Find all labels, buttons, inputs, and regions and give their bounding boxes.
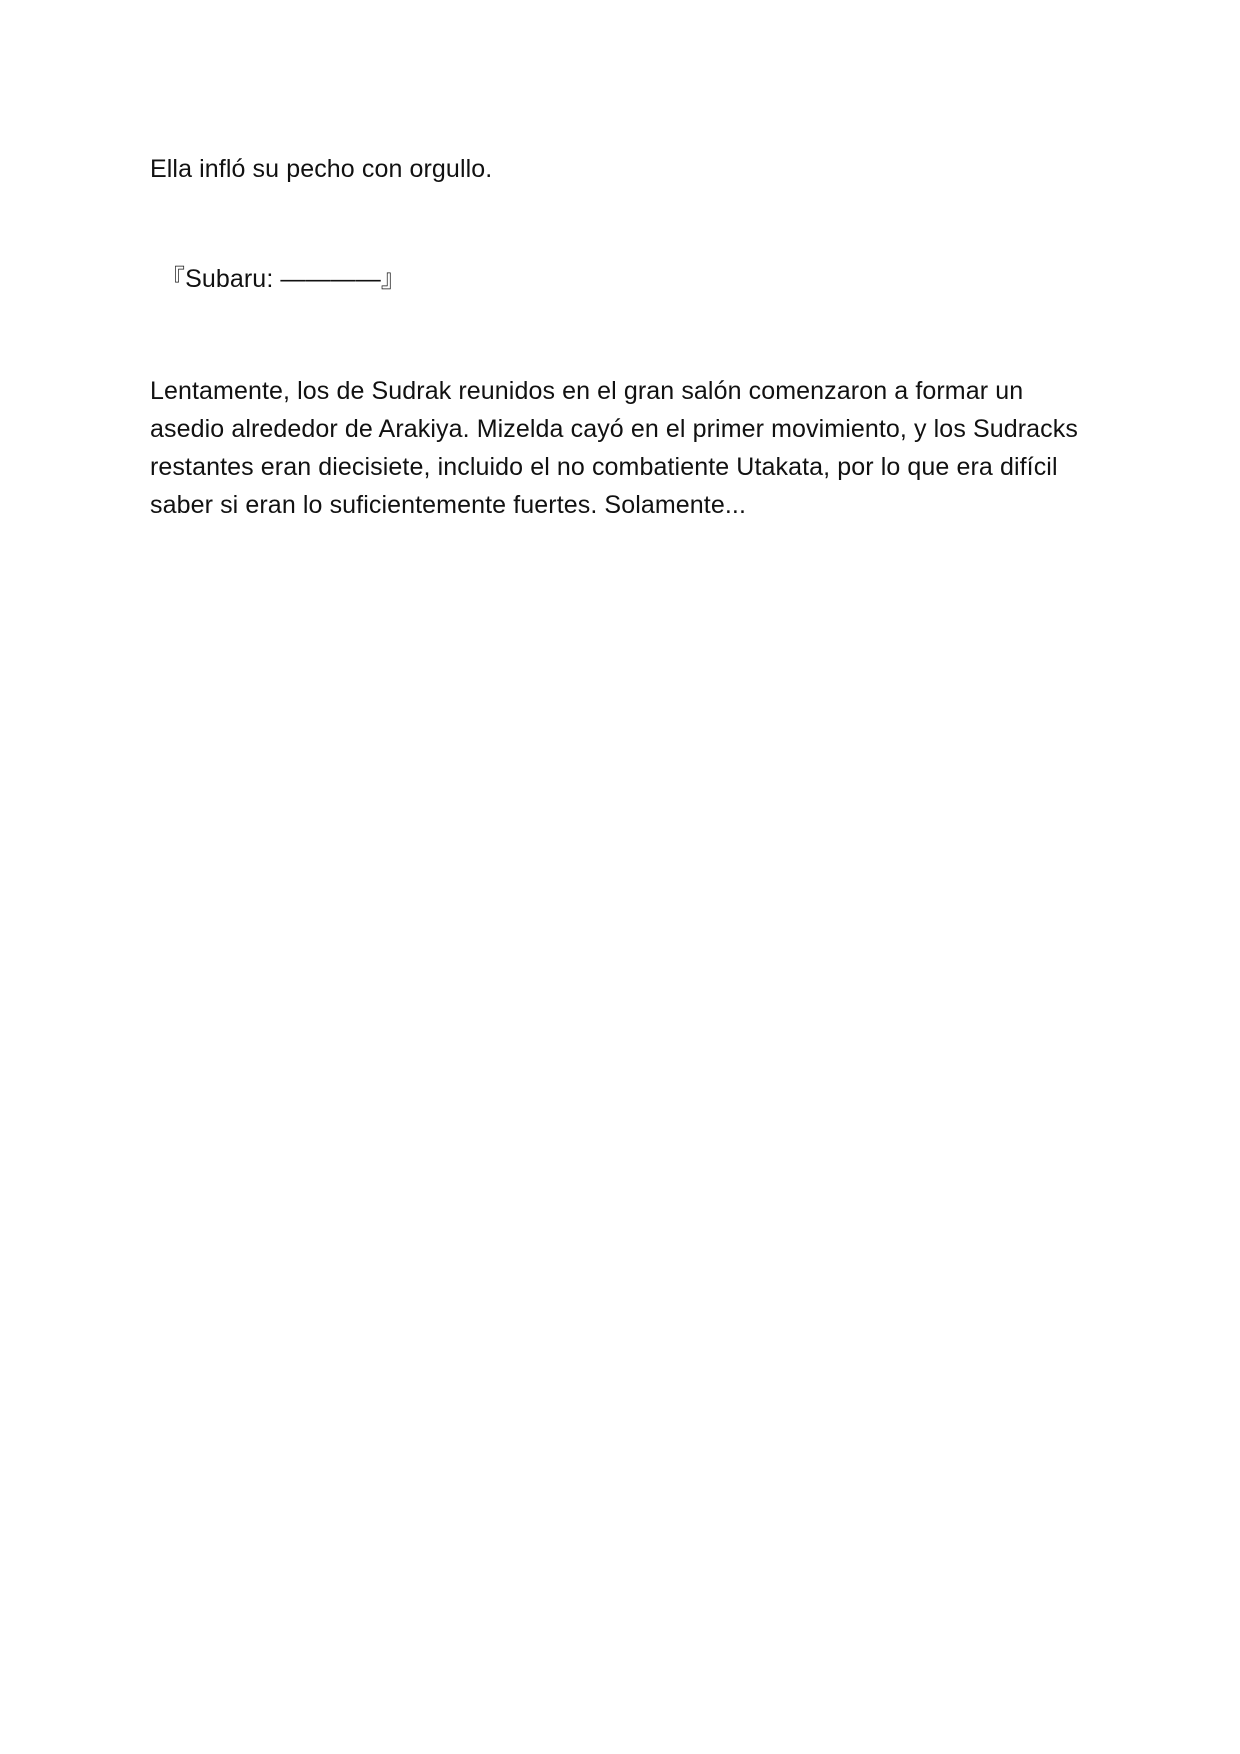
paragraph-dialogue: 『Subaru: ————』: [160, 265, 406, 293]
paragraph-narration: Ella infló su pecho con orgullo.: [150, 155, 493, 183]
paragraph-body: Lentamente, los de Sudrak reunidos en el gran salón comenzaron a formar un asedio alrededor de Arakiya. Mizelda cayó en el primer movimiento, y los Sudracks restantes eran diecisiete, incluido el no combatiente Utakata, por lo que era difícil saber si eran lo suficientemente fuertes. Solamente...: [150, 377, 1078, 519]
